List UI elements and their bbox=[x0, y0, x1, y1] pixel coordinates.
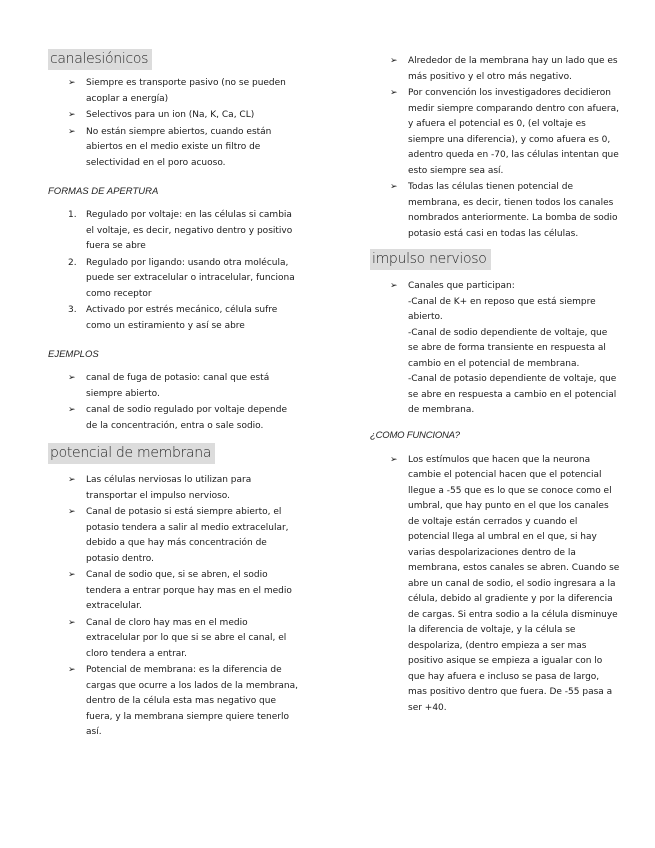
list-item: 3. Activado por estrés mecánico, célula sufre como un estiramiento y así se abre bbox=[68, 305, 278, 331]
ejemplos-list bbox=[48, 371, 298, 434]
list-item: 2. Regulado por ligando: usando otra molécula, puede ser extracelular o intracelular, funciona como receptor bbox=[68, 257, 295, 299]
canales-list bbox=[48, 76, 298, 171]
arrow-bullet-icon: ➢ bbox=[390, 56, 398, 66]
arrow-bullet-icon: ➢ bbox=[68, 373, 76, 383]
arrow-bullet-icon: ➢ bbox=[68, 665, 76, 675]
section-title-canales: canalesiónicos bbox=[48, 49, 152, 70]
arrow-bullet-icon: ➢ bbox=[68, 507, 76, 517]
impulso-list bbox=[370, 279, 620, 419]
list-item: ➢ Por convención los investigadores decidieron medir siempre comparando dentro con afuera, y afuera el potencial es 0, (el voltaje es siempre una diferencia), y como afuera es 0, adentro queda en -70, las células intentan que esto siempre sea así. bbox=[390, 88, 620, 176]
arrow-bullet-icon: ➢ bbox=[68, 78, 76, 88]
arrow-bullet-icon: ➢ bbox=[68, 617, 76, 628]
list-item: ➢ Canal de sodio que, si se abren, el sodio tendera a entrar porque hay mas en el medio extracelular. bbox=[68, 570, 292, 611]
arrow-bullet-icon: ➢ bbox=[390, 281, 398, 291]
list-item: ➢ canal de sodio regulado por voltaje depende de la concentración, entra o sale sodio. bbox=[68, 405, 287, 431]
formas-list bbox=[48, 208, 298, 334]
left-column bbox=[48, 48, 298, 742]
list-item: ➢ canal de fuga de potasio: canal que está siempre abierto. bbox=[68, 373, 270, 399]
list-item: ➢ Los estímulos que hacen que la neurona cambie el potencial hacen que el potencial llegue a -55 que es lo que se conoce como el umbral, que hay punto en el que los canales de voltaje están cerrados y cuando el potencial llega al umbral en el que, si hay varias despolarizaciones dentro de la membrana, estos canales se abren. Cuando se abre un canal de sodio, el sodio ingresara a la célula, debido al gradiente y por la diferencia de cargas. Si entra sodio a la célula disminuye la diferencia de voltaje, y la célula se despolariza, (dentro empieza a ser mas positivo asique se empieza a igualar con lo que hay afuera e incluso se pasa de largo, mas positivo dentro que fuera. De -55 pasa a ser +40. bbox=[390, 454, 620, 713]
list-item: ➢ No están siempre abiertos, cuando están abiertos en el medio existe un filtro de selectividad en el poro acuoso. bbox=[68, 126, 272, 168]
heading-formas-de-apertura: FORMAS DE APERTURA bbox=[48, 186, 159, 197]
arrow-bullet-icon: ➢ bbox=[390, 182, 398, 192]
arrow-bullet-icon: ➢ bbox=[68, 110, 76, 120]
list-item: ➢ Siempre es transporte pasivo (no se pueden acoplar a energía) bbox=[68, 78, 286, 104]
potencial-list bbox=[48, 473, 298, 741]
arrow-bullet-icon: ➢ bbox=[68, 475, 76, 485]
section-title-potencial: potencial de membrana bbox=[48, 443, 215, 464]
arrow-bullet-icon: ➢ bbox=[68, 570, 76, 580]
section-title-impulso: impulso nervioso bbox=[370, 249, 491, 270]
list-item: ➢ Potencial de membrana: es la diferencia de cargas que ocurre a los lados de la membrana, dentro de la célula esta mas negativo que fuera, y la membrana siempre quiere tenerlo así. bbox=[68, 665, 298, 737]
list-item: 1. Regulado por voltaje: en las células si cambia el voltaje, es decir, negativo dentro y positivo fuera se abre bbox=[68, 210, 293, 251]
arrow-bullet-icon: ➢ bbox=[68, 405, 76, 415]
heading-ejemplos: EJEMPLOS bbox=[48, 349, 99, 360]
list-item: ➢ Canales que participan: -Canal de K+ en reposo que está siempre abierto. -Canal de sodio dependiente de voltaje, que se abre de forma transiente en respuesta al cambio en el potencial de membrana. -Canal de potasio dependiente de voltaje, que se abre en respuesta a cambio en el potencial de membrana. bbox=[390, 281, 617, 415]
membrana-continued-list bbox=[370, 54, 620, 242]
list-item: ➢ Selectivos para un ion (Na, K, Ca, CL) bbox=[48, 108, 298, 124]
list-item: ➢ Canal de potasio si está siempre abierto, el potasio tendera a salir al medio extracelular, debido a que hay más concentración de potasio dentro. bbox=[68, 507, 289, 564]
list-item: ➢ Las células nerviosas lo utilizan para transportar el impulso nervioso. bbox=[68, 475, 252, 501]
arrow-bullet-icon: ➢ bbox=[68, 126, 76, 137]
list-item: ➢ Todas las células tienen potencial de membrana, es decir, tienen todos los canales nombrados anteriormente. La bomba de sodio potasio está casi en todas las células. bbox=[390, 182, 618, 239]
list-item: ➢ Alrededor de la membrana hay un lado que es más positivo y el otro más negativo. bbox=[390, 56, 618, 82]
list-item: ➢ Canal de cloro hay mas en el medio extracelular por lo que si se abre el canal, el cloro tendera a entrar. bbox=[68, 617, 287, 659]
arrow-bullet-icon: ➢ bbox=[390, 454, 398, 465]
heading-como-funciona: ¿COMO FUNCIONA? bbox=[370, 429, 460, 441]
arrow-bullet-icon: ➢ bbox=[390, 88, 398, 98]
como-list bbox=[370, 453, 620, 717]
right-column bbox=[370, 54, 620, 717]
